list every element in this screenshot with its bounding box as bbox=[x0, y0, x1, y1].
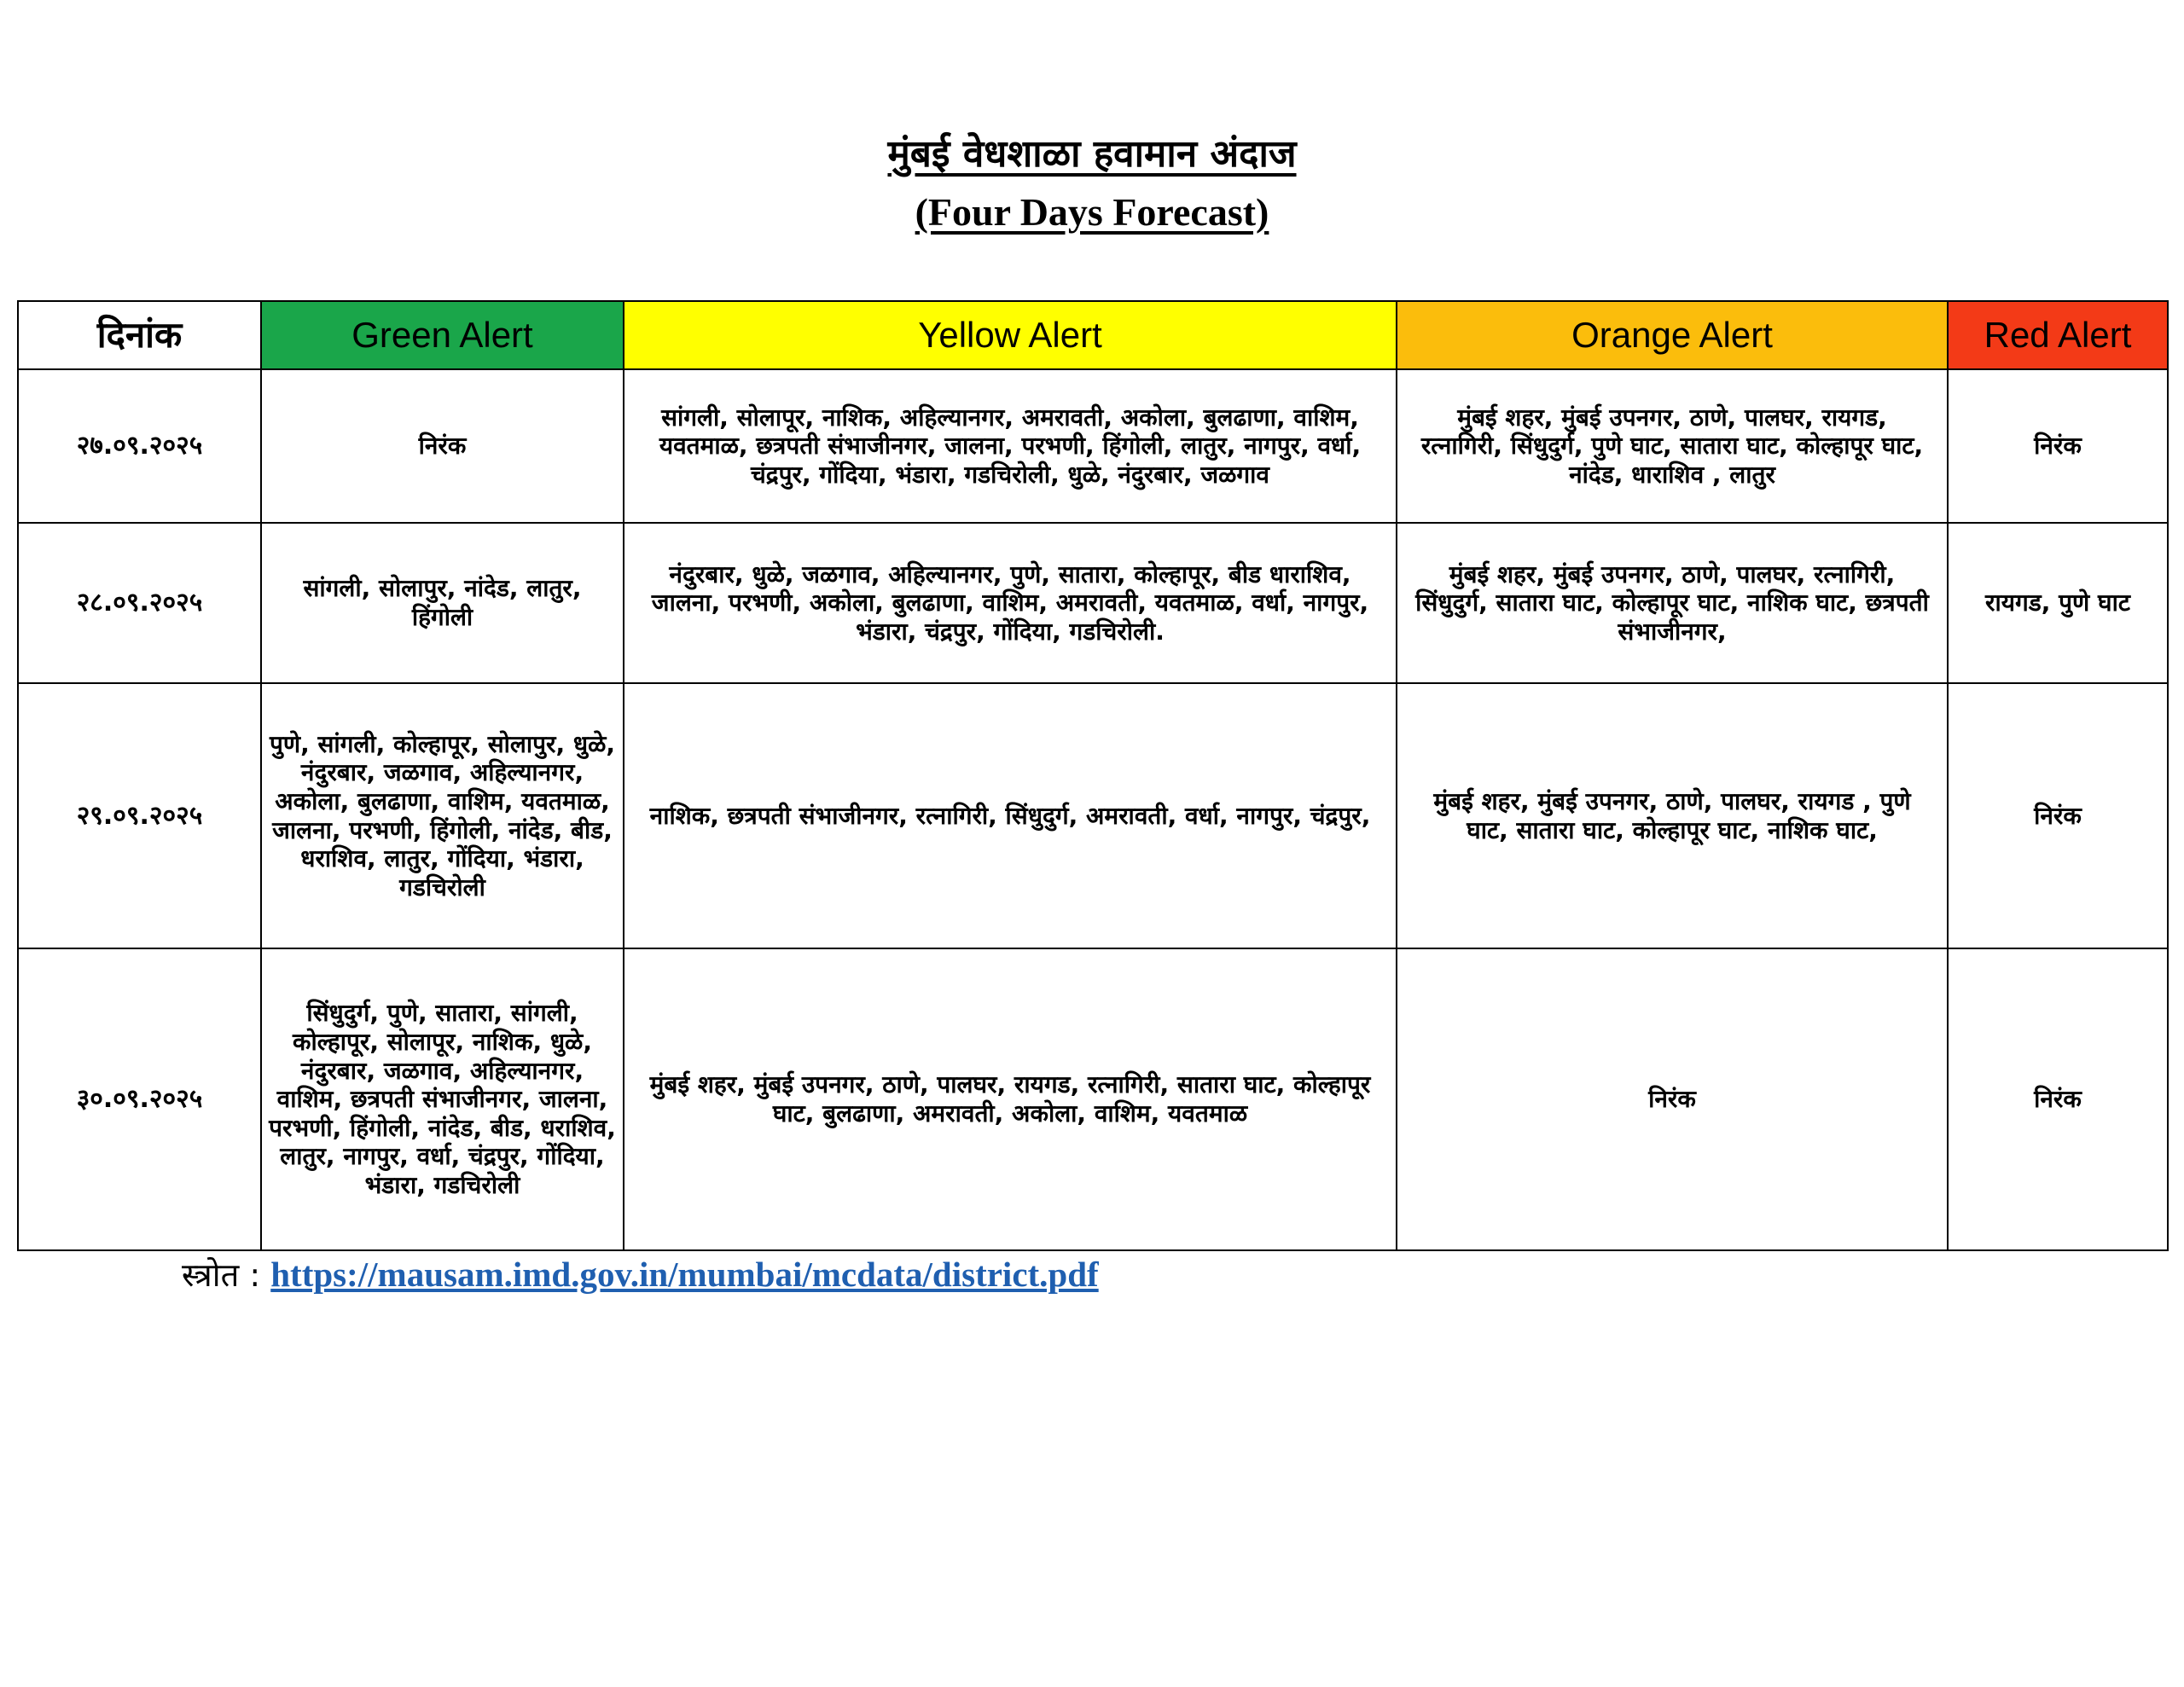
date-cell: २८.०९.२०२५ bbox=[18, 523, 261, 683]
red-alert-cell: निरंक bbox=[1948, 948, 2168, 1250]
red-alert-header: Red Alert bbox=[1948, 301, 2168, 369]
header-row bbox=[18, 301, 2168, 369]
orange-alert-header: Orange Alert bbox=[1397, 301, 1948, 369]
red-alert-cell: रायगड, पुणे घाट bbox=[1948, 523, 2168, 683]
source-line bbox=[182, 1252, 1099, 1296]
table-row bbox=[18, 683, 2168, 948]
page-title: मुंबई वेधशाळा हवामान अंदाज bbox=[887, 132, 1297, 176]
date-cell: २७.०९.२०२५ bbox=[18, 369, 261, 523]
source-link[interactable]: https://mausam.imd.gov.in/mumbai/mcdata/district.pdf bbox=[270, 1255, 1099, 1294]
green-alert-cell: सांगली, सोलापुर, नांदेड, लातुर, हिंगोली bbox=[261, 523, 624, 683]
red-alert-cell: निरंक bbox=[1948, 369, 2168, 523]
date-cell: ३०.०९.२०२५ bbox=[18, 948, 261, 1250]
table-row bbox=[18, 523, 2168, 683]
orange-alert-cell: निरंक bbox=[1397, 948, 1948, 1250]
yellow-alert-cell: नंदुरबार, धुळे, जळगाव, अहिल्यानगर, पुणे, सातारा, कोल्हापूर, बीड धाराशिव, जालना, परभणी, अकोला, बुलढाणा, वाशिम, अमरावती, यवतमाळ, वर्धा, नागपुर, भंडारा, चंद्रपुर, गोंदिया, गडचिरोली. bbox=[624, 523, 1397, 683]
yellow-alert-cell: नाशिक, छत्रपती संभाजीनगर, रत्नागिरी, सिंधुदुर्ग, अमरावती, वर्धा, नागपुर, चंद्रपुर, bbox=[624, 683, 1397, 948]
page-subtitle: (Four Days Forecast) bbox=[915, 190, 1269, 234]
yellow-alert-cell: मुंबई शहर, मुंबई उपनगर, ठाणे, पालघर, रायगड, रत्नागिरी, सातारा घाट, कोल्हापूर घाट, बुलढाणा, अमरावती, अकोला, वाशिम, यवतमाळ bbox=[624, 948, 1397, 1250]
green-alert-header: Green Alert bbox=[261, 301, 624, 369]
table-row bbox=[18, 948, 2168, 1250]
green-alert-cell: सिंधुदुर्ग, पुणे, सातारा, सांगली, कोल्हापूर, सोलापूर, नाशिक, धुळे, नंदुरबार, जळगाव, अहिल्यानगर, वाशिम, छत्रपती संभाजीनगर, जालना, परभणी, हिंगोली, नांदेड, बीड, धराशिव, लातुर, नागपुर, वर्धा, चंद्रपुर, गोंदिया, भंडारा, गडचिरोली bbox=[261, 948, 624, 1250]
date-cell: २९.०९.२०२५ bbox=[18, 683, 261, 948]
date-column-header: दिनांक bbox=[18, 301, 261, 369]
forecast-table bbox=[17, 300, 2169, 1251]
yellow-alert-cell: सांगली, सोलापूर, नाशिक, अहिल्यानगर, अमरावती, अकोला, बुलढाणा, वाशिम, यवतमाळ, छत्रपती संभाजीनगर, जालना, परभणी, हिंगोली, लातुर, नागपुर, वर्धा, चंद्रपुर, गोंदिया, भंडारा, गडचिरोली, धुळे, नंदुरबार, जळगाव bbox=[624, 369, 1397, 523]
green-alert-cell: पुणे, सांगली, कोल्हापूर, सोलापुर, धुळे, नंदुरबार, जळगाव, अहिल्यानगर, अकोला, बुलढाणा, वाशिम, यवतमाळ, जालना, परभणी, हिंगोली, नांदेड, बीड, धराशिव, लातुर, गोंदिया, भंडारा, गडचिरोली bbox=[261, 683, 624, 948]
orange-alert-cell: मुंबई शहर, मुंबई उपनगर, ठाणे, पालघर, रायगड, रत्नागिरी, सिंधुदुर्ग, पुणे घाट, सातारा घाट, कोल्हापूर घाट, नांदेड, धाराशिव , लातुर bbox=[1397, 369, 1948, 523]
orange-alert-cell: मुंबई शहर, मुंबई उपनगर, ठाणे, पालघर, रायगड , पुणे घाट, सातारा घाट, कोल्हापूर घाट, नाशिक घाट, bbox=[1397, 683, 1948, 948]
table-row bbox=[18, 369, 2168, 523]
orange-alert-cell: मुंबई शहर, मुंबई उपनगर, ठाणे, पालघर, रत्नागिरी, सिंधुदुर्ग, सातारा घाट, कोल्हापूर घाट, नाशिक घाट, छत्रपती संभाजीनगर, bbox=[1397, 523, 1948, 683]
yellow-alert-header: Yellow Alert bbox=[624, 301, 1397, 369]
source-label: स्त्रोत : bbox=[182, 1256, 261, 1294]
green-alert-cell: निरंक bbox=[261, 369, 624, 523]
red-alert-cell: निरंक bbox=[1948, 683, 2168, 948]
